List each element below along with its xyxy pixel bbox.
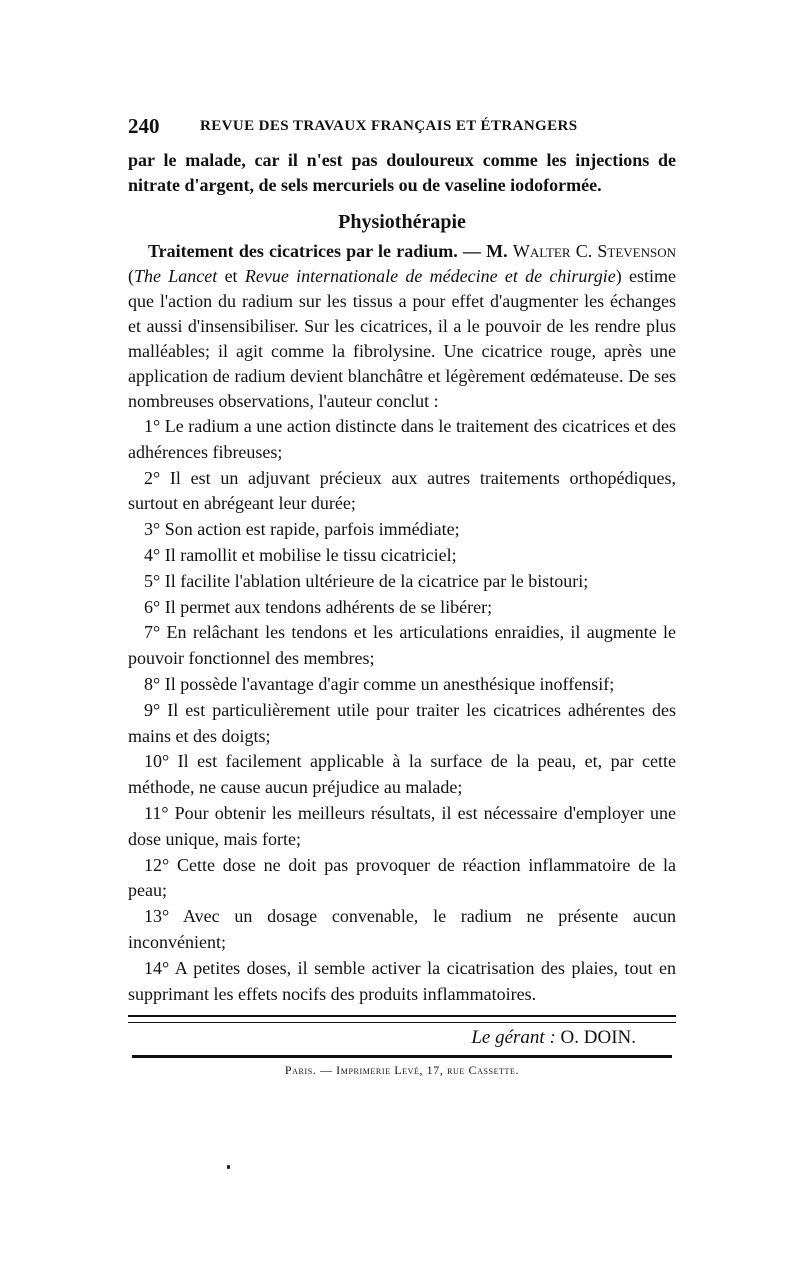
manager-name: O. DOIN. [560,1027,636,1049]
list-item: 5° Il facilite l'ablation ultérieure de la cicatrice par le bistouri; [144,570,589,591]
article-title: Traitement des cicatrices par le radium. — [148,241,481,261]
list-item: 11° Pour obtenir les meilleurs résultats, il est nécessaire d'employer une dose unique, mais forte; [128,802,676,849]
list-item: 12° Cette dose ne doit pas provoquer de réaction inflammatoire de la peau; [128,854,676,901]
list-item: 7° En relâchant les tendons et les articulations enraidies, il augmente le pouvoir fonctionnel des membres; [128,622,676,669]
list-item: 13° Avec un dosage convenable, le radium ne présente aucun inconvénient; [128,906,676,952]
list-item: 3° Son action est rapide, parfois immédiate; [144,519,460,540]
double-rule-divider [128,1015,676,1023]
list-item: 14° A petites doses, il semble activer la cicatrisation des plaies, tout en supprimant les effets nocifs des produits inflammatoires. [128,957,676,1004]
printer-imprint: Paris. — Imprimerie Levé, 17, rue Cassette. [284,1063,520,1078]
conclusions-list [128,414,676,1007]
document-page [128,110,676,1078]
source-journal-2: Revue internationale de médecine et de chirurgie [244,266,616,286]
article-body: ) estime que l'action du radium sur les tissus a pour effet d'augmenter les échanges et aussi d'insensibiliser. Sur les cicatrices, il a le pouvoir de les rendre plus malléables; il agit comme la fibrolysine. Une cicatrice rouge, après une application de radium devient blanchâtre et légèrement œdémateuse. De ses nombreuses observations, l'auteur conclut : [128,266,676,411]
source-journal-1: The Lancet [134,266,218,286]
page-number: 240 [128,114,160,138]
ink-speck [227,1165,230,1169]
manager-label: Le gérant : [471,1027,556,1049]
source-join: et [217,266,245,286]
thick-rule-divider [132,1055,672,1058]
list-item: 4° Il ramollit et mobilise le tissu cicatriciel; [144,544,457,565]
article-paragraph [128,239,676,414]
list-item: 8° Il possède l'avantage d'agir comme un anesthésique inoffensif; [144,673,615,694]
running-head [128,110,676,142]
source-open: ( [128,266,134,286]
author-name: Walter C. Stevenson [512,241,677,261]
manager-signature [128,1025,676,1051]
running-title: REVUE DES TRAVAUX FRANÇAIS ET ÉTRANGERS [200,118,578,134]
intro-paragraph: par le malade, car il n'est pas douloureux comme les injections de nitrate d'argent, de sels mercuriels ou de vaseline iodoformée. [128,150,676,195]
list-item: 1° Le radium a une action distincte dans le traitement des cicatrices et des adhérences fibreuses; [128,416,676,462]
list-item: 2° Il est un adjuvant précieux aux autres traitements orthopédiques, surtout en abrégeant leur durée; [128,467,676,514]
list-item: 6° Il permet aux tendons adhérents de se libérer; [144,596,493,617]
list-item: 9° Il est particulièrement utile pour traiter les cicatrices adhérentes des mains et des doigts; [128,699,676,746]
section-title: Physiothérapie [338,211,466,233]
author-prefix: M. [486,241,508,261]
list-item: 10° Il est facilement applicable à la surface de la peau, et, par cette méthode, ne cause aucun préjudice au malade; [128,751,676,798]
